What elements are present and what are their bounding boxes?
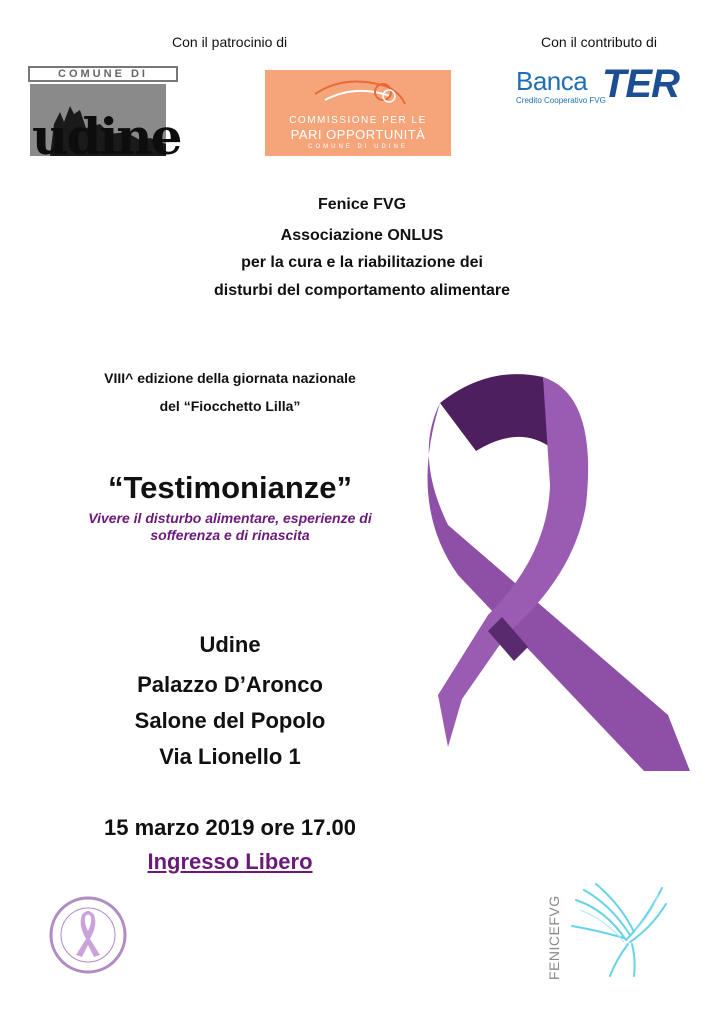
org-purpose-line1: per la cura e la riabilitazione dei [241,254,483,271]
fenice-text: FENICEFVG [546,895,562,980]
event-date: 15 marzo 2019 ore 17.00 [104,815,356,840]
lilac-ribbon-icon [418,365,698,775]
comune-udine-logo [28,66,218,166]
commissione-line1: COMMISSIONE PER LE [289,115,427,126]
banca-word: Banca [516,66,588,96]
coordinamento-nazionale-logo [48,895,128,975]
contribution-label: Con il contributo di [541,34,657,50]
venue-hall: Salone del Popolo [134,708,326,733]
entry-text: Ingresso Libero [147,849,313,874]
fenice-fvg-logo [540,880,670,990]
swoosh-icon [305,74,415,114]
venue-palace: Palazzo D’Aronco [137,672,323,697]
udine-logo-word: udine [32,107,181,166]
event-subtitle-line2: sofferenza e di rinascita [150,527,310,543]
patronage-label: Con il patrocinio di [172,34,288,50]
event-title: “Testimonianze” [107,470,353,505]
venue-city: Udine [199,632,261,657]
banca-subtitle: Credito Cooperativo FVG [516,96,606,105]
commissione-pari-opportunita-logo [265,70,451,156]
commissione-line3: COMUNE DI UDINE [308,144,408,150]
edition-line1: VIII^ edizione della giornata nazionale [104,370,356,386]
entry-info [40,849,420,875]
venue-address: Via Lionello 1 [159,744,301,769]
org-name: Fenice FVG [317,196,407,213]
event-subtitle-line1: Vivere il disturbo alimentare, esperienze di [88,510,372,526]
phoenix-icon [566,880,670,980]
coordinamento-ribbon-icon [48,895,128,975]
udine-logo-top-text: COMUNE DI [58,68,148,80]
edition-line2: del “Fiocchetto Lilla” [159,398,301,414]
banca-ter-logo [516,62,696,110]
ter-word: TER [602,62,679,106]
org-purpose-line2: disturbi del comportamento alimentare [213,282,511,299]
commissione-line2: PARI OPPORTUNITÀ [290,127,426,142]
org-type: Associazione ONLUS [280,227,444,244]
